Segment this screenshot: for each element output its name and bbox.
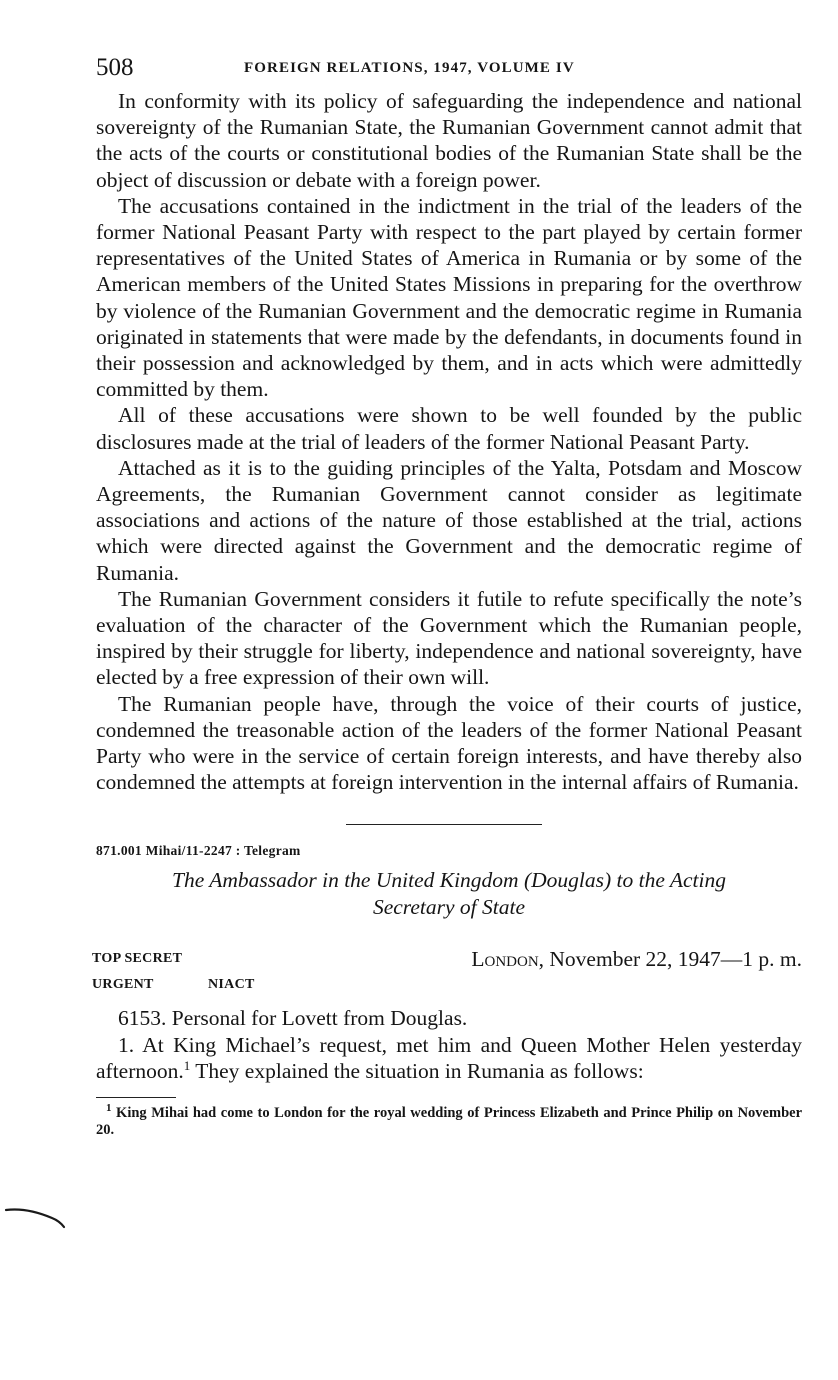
document-page xyxy=(92,52,802,1138)
paragraph-text: 1. At King Michael’s request, met him and Queen Mother Helen yesterday afternoon. xyxy=(96,1032,802,1083)
document-title-line: The Ambassador in the United Kingdom (Douglas) to the Acting xyxy=(171,868,726,893)
footnote-marker: 1 xyxy=(106,1102,112,1115)
dateline xyxy=(471,947,802,972)
priority-label: URGENT xyxy=(92,977,154,993)
running-title: FOREIGN RELATIONS, 1947, VOLUME IV xyxy=(244,60,575,76)
dateline-place: London xyxy=(471,947,539,972)
footnote-text: King Mihai had come to London for the royal wedding of Princess Elizabeth and Prince Philip on November 20. xyxy=(96,1105,802,1138)
paragraph: 6153. Personal for Lovett from Douglas. xyxy=(118,1006,468,1031)
paragraph-text: They explained the situation in Rumania as follows: xyxy=(190,1058,644,1083)
paragraph xyxy=(96,1032,802,1084)
paragraph: In conformity with its policy of safeguarding the independence and national sovereignty of the Rumanian State, the Rumanian Government cannot admit that the acts of the courts or constitutional bodies of the Rumanian State shall be the object of discussion or debate with a foreign power. xyxy=(96,89,802,192)
footnote-reference[interactable]: 1 xyxy=(183,1057,191,1073)
channel-label: NIACT xyxy=(208,977,255,993)
section-divider xyxy=(346,824,542,825)
file-reference: 871.001 Mihai/11-2247 : Telegram xyxy=(96,843,301,859)
paragraph: The accusations contained in the indictment in the trial of the leaders of the former National Peasant Party with respect to the part played by certain former representatives of the United States of America in Rumania or by some of the American members of the United States Missions in preparing for the overthrow by violence of the Rumanian Government and the democratic regime in Rumania originated in statements that were made by the defendants, in documents found in their possession and acknowledged by them, and in acts which were admittedly committed by them. xyxy=(96,193,802,402)
dateline-date: , November 22, 1947—1 p. m. xyxy=(538,947,802,972)
footnote xyxy=(96,1102,802,1138)
footnote-divider xyxy=(96,1097,176,1098)
document-title xyxy=(96,867,802,921)
paragraph: Attached as it is to the guiding principles of the Yalta, Potsdam and Moscow Agreements, the Rumanian Government cannot consider as legitimate associations and actions of the nature of those established at the trial, actions which were directed against the Government and the democratic regime of Rumania. xyxy=(96,455,802,585)
classification-label: TOP SECRET xyxy=(92,951,183,967)
page-number: 508 xyxy=(96,54,134,81)
telegram-heading xyxy=(92,947,802,972)
paragraph: All of these accusations were shown to be well founded by the public disclosures made at the trial of leaders of the former National Peasant Party. xyxy=(96,403,802,454)
paragraph: The Rumanian Government considers it futile to refute specifically the note’s evaluation of the character of the Government which the Rumanian people, inspired by their struggle for liberty, independence and national sovereignty, have elected by a free expression of their own will. xyxy=(96,586,802,690)
running-head xyxy=(96,52,802,88)
margin-pen-mark-icon xyxy=(4,1202,66,1232)
paragraph: The Rumanian people have, through the voice of their courts of justice, condemned the treasonable action of the leaders of the former National Peasant Party who were in the service of certain foreign interests, and have thereby also condemned the attempts at foreign intervention in the internal affairs of Rumania. xyxy=(96,691,802,795)
note-text xyxy=(96,88,802,795)
telegram-text xyxy=(96,1005,802,1084)
document-title-line: Secretary of State xyxy=(372,895,526,920)
priority-row xyxy=(92,975,802,997)
